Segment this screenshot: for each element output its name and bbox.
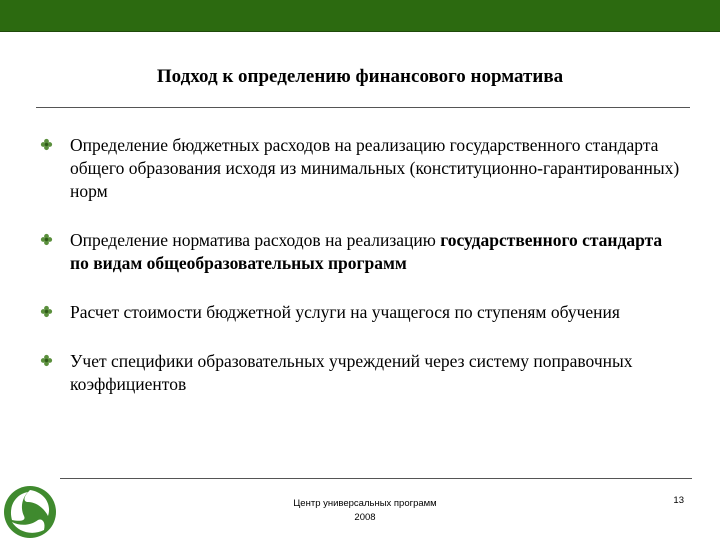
footer-org-name: Центр универсальных программ <box>293 498 437 509</box>
bullet-text <box>70 229 680 275</box>
top-bar <box>0 0 720 32</box>
flower-bullet-icon <box>40 134 70 151</box>
bullet-text: Расчет стоимости бюджетной услуги на учащегося по ступеням обучения <box>70 302 620 322</box>
bullet-list <box>40 134 680 396</box>
bullet-item <box>40 229 680 275</box>
bullet-text: Учет специфики образовательных учреждений через систему поправочных коэффициентов <box>70 351 633 394</box>
bullet-text-regular: Определение норматива расходов на реализацию <box>70 230 441 250</box>
slide-title: Подход к определению финансового норматива <box>156 66 564 87</box>
flower-bullet-icon <box>40 350 70 367</box>
flower-bullet-icon <box>40 229 70 246</box>
bullet-item <box>40 301 680 324</box>
page-number: 13 <box>673 495 684 506</box>
footer-year: 2008 <box>354 512 376 523</box>
bullet-item <box>40 134 680 203</box>
swirl-logo-icon <box>0 480 60 540</box>
title-divider <box>36 107 690 108</box>
bullet-text: Определение бюджетных расходов на реализацию государственного стандарта общего образования исходя из минимальных (конституционно-гарантированных) норм <box>70 135 680 201</box>
footer-org <box>240 497 490 525</box>
bullet-item <box>40 350 680 396</box>
flower-bullet-icon <box>40 301 70 318</box>
bullet-text-bold: государственного стандарта по видам общеобразовательных программ <box>70 230 663 273</box>
footer-divider <box>60 478 692 479</box>
